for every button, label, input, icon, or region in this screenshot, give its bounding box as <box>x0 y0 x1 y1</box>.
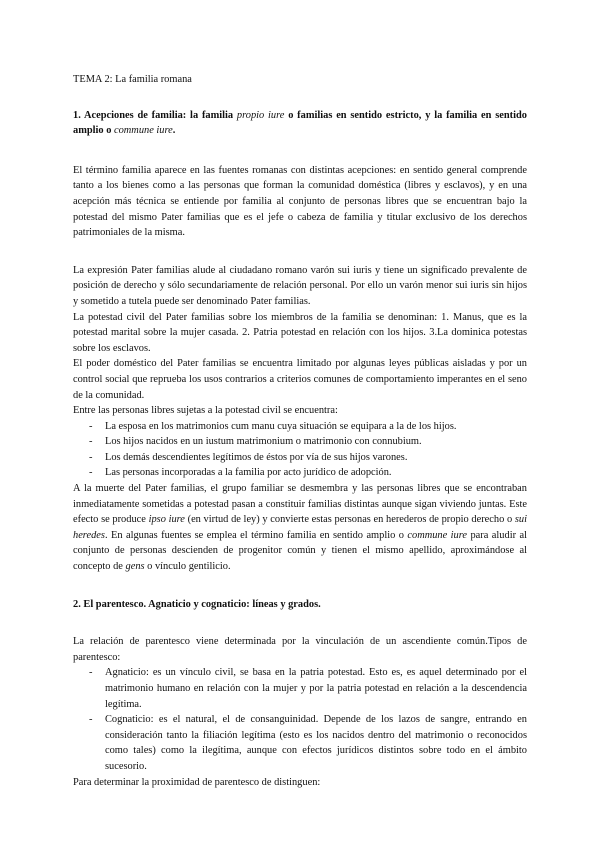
italic-term: sui heredes <box>73 514 527 541</box>
italic-term: gens <box>125 561 145 573</box>
paragraph: El término familia aparece en las fuentes romanas con distintas acepciones: en sentido general comprende tanto a los bienes como a las personas que forman la comunidad doméstica (libres y esclavos), y en una acepción más técnica se entiende por familia al conjunto de personas libres que se encuentran bajo la potestad del mismo Pater familias que es el jefe o cabeza de familia y titular exclusivo de los derechos patrimoniales de la misma. <box>73 164 527 239</box>
list-item: - Agnaticio: es un vínculo civil, se basa en la patria potestad. Esto es, es aquel determinado por el matrimonio humano en relación con la mujer y por la patria potestad en relación a la descendencia legítima. <box>105 665 527 712</box>
list-item: - Las personas incorporadas a la familia por acto jurídico de adopción. <box>105 465 527 481</box>
dash-list <box>73 665 527 774</box>
paragraph: La expresión Pater familias alude al ciudadano romano varón sui iuris y tiene un significado prevalente de posición de derecho y sólo secundariamente de relación personal. Por ello un varón menor sui iuris sin hijos y sometido a tutela puede ser denominado Pater familias. <box>73 264 527 307</box>
paragraph: Entre las personas libres sujetas a la potestad civil se encuentra: <box>73 405 338 417</box>
heading-italic: propio iure <box>236 109 285 121</box>
paragraph: Para determinar la proximidad de parentesco de distinguen: <box>73 776 321 788</box>
page-title: TEMA 2: La familia romana <box>73 74 192 85</box>
dash-list <box>73 419 527 481</box>
paragraph: El poder doméstico del Pater familias se encuentra limitado por algunas leyes públicas aisladas y por un control social que reprueba los usos contrarios a criterios comunes de comportamiento imperantes en el seno de la comunidad. <box>73 358 527 401</box>
text: . En algunas fuentes se emplea el término familia en sentido amplio o <box>104 529 408 541</box>
list-item: - Los hijos nacidos en un iustum matrimonium o matrimonio con connubium. <box>105 434 527 450</box>
heading-text: o familias en sentido estricto, y la familia en sentido amplio o <box>73 109 527 137</box>
heading-text: . <box>172 125 176 137</box>
text: A la muerte del Pater familias, el grupo familiar se desmembra y las personas libres que se encontraban inmediatamente sometidas a potestad pasan a constituir familias distintas aunque sigan viviendo juntas. Este efecto se produce <box>73 483 527 526</box>
section-1-heading <box>73 108 527 139</box>
text: (en virtud de ley) y convierte estas personas en herederos de propio derecho o <box>184 514 515 526</box>
heading-text: 1. Acepciones de familia: la familia <box>73 109 237 121</box>
heading-italic: commune iure <box>114 125 173 137</box>
paragraph <box>73 481 527 575</box>
list-item: - Cognaticio: es el natural, el de consanguinidad. Depende de los lazos de sangre, entrando en consideración tanto la filiación legítima (esto es los nacidos dentro del matrimonio o reconocidos como tales) como la ilegítima, aunque con efectos jurídicos distintos sobre todo en el ámbito sucesorio. <box>105 712 527 774</box>
list-item: - La esposa en los matrimonios cum manu cuya situación se equipara a la de los hijos. <box>105 419 527 435</box>
section-2-heading: 2. El parentesco. Agnaticio y cognaticio: líneas y grados. <box>73 598 321 610</box>
list-item: - Los demás descendientes legítimos de éstos por vía de sus hijos varones. <box>105 450 527 466</box>
text: para aludir al conjunto de personas descienden de progenitor común y tienen el mismo apellido, aproximándose al concepto de <box>73 529 527 573</box>
italic-term: commune iure <box>407 529 468 541</box>
text: o vínculo gentilicio. <box>144 561 231 573</box>
paragraph: La potestad civil del Pater familias sobre los miembros de la familia se denominan: 1. Manus, que es la potestad marital sobre la mujer casada. 2. Patria potestad en relación con los hijos. 3.La dominica potestas sobre los esclavos. <box>73 311 527 354</box>
paragraph: La relación de parentesco viene determinada por la vinculación de un ascendiente común.Tipos de parentesco: <box>73 636 527 663</box>
italic-term: ipso iure <box>148 514 185 526</box>
